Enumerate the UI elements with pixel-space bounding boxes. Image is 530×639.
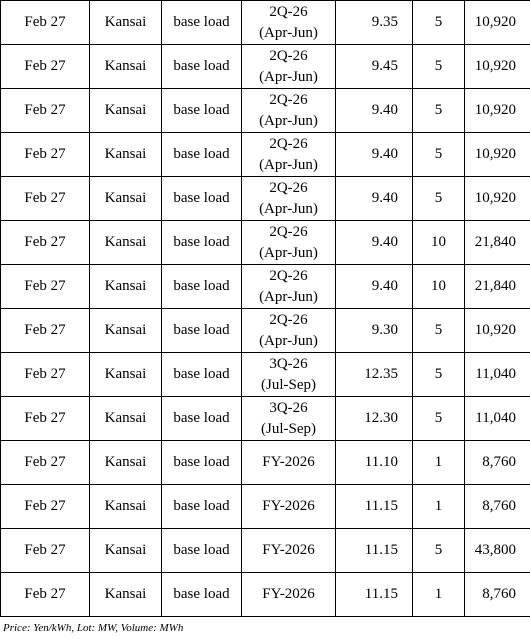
- date-cell: Feb 27: [1, 1, 90, 45]
- load-type-cell: base load: [162, 221, 242, 265]
- price-cell: 11.10: [336, 441, 413, 485]
- date-cell: Feb 27: [1, 89, 90, 133]
- load-type-cell: base load: [162, 485, 242, 529]
- load-type-cell: base load: [162, 353, 242, 397]
- lot-cell: 5: [413, 397, 465, 441]
- delivery-period-cell: FY-2026: [242, 573, 336, 617]
- lot-cell: 5: [413, 1, 465, 45]
- volume-cell: 10,920: [465, 309, 530, 353]
- date-cell: Feb 27: [1, 45, 90, 89]
- load-type-cell: base load: [162, 89, 242, 133]
- area-cell: Kansai: [90, 221, 162, 265]
- price-cell: 9.40: [336, 177, 413, 221]
- area-cell: Kansai: [90, 441, 162, 485]
- volume-cell: 21,840: [465, 221, 530, 265]
- delivery-period-cell: 2Q-26 (Apr-Jun): [242, 265, 336, 309]
- price-cell: 12.35: [336, 353, 413, 397]
- table-row: [1, 485, 530, 529]
- area-cell: Kansai: [90, 529, 162, 573]
- area-cell: Kansai: [90, 89, 162, 133]
- lot-cell: 1: [413, 485, 465, 529]
- lot-cell: 5: [413, 45, 465, 89]
- lot-cell: 5: [413, 309, 465, 353]
- price-cell: 9.40: [336, 221, 413, 265]
- volume-cell: 10,920: [465, 45, 530, 89]
- units-footnote: Price: Yen/kWh, Lot: MW, Volume: MWh: [3, 622, 184, 634]
- area-cell: Kansai: [90, 177, 162, 221]
- delivery-period-cell: FY-2026: [242, 529, 336, 573]
- delivery-period-cell: 3Q-26 (Jul-Sep): [242, 397, 336, 441]
- load-type-cell: base load: [162, 309, 242, 353]
- volume-cell: 10,920: [465, 133, 530, 177]
- volume-cell: 8,760: [465, 573, 530, 617]
- lot-cell: 5: [413, 529, 465, 573]
- date-cell: Feb 27: [1, 309, 90, 353]
- lot-cell: 10: [413, 221, 465, 265]
- volume-cell: 10,920: [465, 89, 530, 133]
- delivery-period-cell: 2Q-26 (Apr-Jun): [242, 89, 336, 133]
- lot-cell: 10: [413, 265, 465, 309]
- delivery-period-cell: 3Q-26 (Jul-Sep): [242, 353, 336, 397]
- volume-cell: 11,040: [465, 397, 530, 441]
- load-type-cell: base load: [162, 397, 242, 441]
- date-cell: Feb 27: [1, 177, 90, 221]
- load-type-cell: base load: [162, 1, 242, 45]
- date-cell: Feb 27: [1, 485, 90, 529]
- table-row: [1, 353, 530, 397]
- table-row: [1, 177, 530, 221]
- table-row: [1, 529, 530, 573]
- price-cell: 9.35: [336, 1, 413, 45]
- table-row: [1, 45, 530, 89]
- date-cell: Feb 27: [1, 265, 90, 309]
- price-cell: 12.30: [336, 397, 413, 441]
- table-row: [1, 89, 530, 133]
- delivery-period-cell: 2Q-26 (Apr-Jun): [242, 309, 336, 353]
- lot-cell: 1: [413, 441, 465, 485]
- table-row: [1, 221, 530, 265]
- area-cell: Kansai: [90, 1, 162, 45]
- date-cell: Feb 27: [1, 221, 90, 265]
- table-row: [1, 265, 530, 309]
- price-cell: 9.40: [336, 89, 413, 133]
- table-row: [1, 309, 530, 353]
- price-cell: 9.40: [336, 133, 413, 177]
- table-row: [1, 441, 530, 485]
- date-cell: Feb 27: [1, 573, 90, 617]
- delivery-period-cell: FY-2026: [242, 485, 336, 529]
- lot-cell: 5: [413, 133, 465, 177]
- load-type-cell: base load: [162, 573, 242, 617]
- area-cell: Kansai: [90, 397, 162, 441]
- delivery-period-cell: 2Q-26 (Apr-Jun): [242, 177, 336, 221]
- volume-cell: 43,800: [465, 529, 530, 573]
- load-type-cell: base load: [162, 45, 242, 89]
- date-cell: Feb 27: [1, 441, 90, 485]
- area-cell: Kansai: [90, 485, 162, 529]
- area-cell: Kansai: [90, 265, 162, 309]
- table-row: [1, 573, 530, 617]
- price-cell: 11.15: [336, 485, 413, 529]
- price-cell: 9.30: [336, 309, 413, 353]
- table-row: [1, 1, 530, 45]
- table-row: [1, 133, 530, 177]
- price-cell: 11.15: [336, 529, 413, 573]
- volume-cell: 10,920: [465, 1, 530, 45]
- table-row: [1, 397, 530, 441]
- volume-cell: 10,920: [465, 177, 530, 221]
- lot-cell: 5: [413, 89, 465, 133]
- date-cell: Feb 27: [1, 353, 90, 397]
- lot-cell: 5: [413, 177, 465, 221]
- price-cell: 11.15: [336, 573, 413, 617]
- area-cell: Kansai: [90, 45, 162, 89]
- delivery-period-cell: 2Q-26 (Apr-Jun): [242, 221, 336, 265]
- area-cell: Kansai: [90, 573, 162, 617]
- load-type-cell: base load: [162, 441, 242, 485]
- load-type-cell: base load: [162, 133, 242, 177]
- price-cell: 9.40: [336, 265, 413, 309]
- volume-cell: 21,840: [465, 265, 530, 309]
- volume-cell: 8,760: [465, 485, 530, 529]
- area-cell: Kansai: [90, 309, 162, 353]
- load-type-cell: base load: [162, 177, 242, 221]
- load-type-cell: base load: [162, 529, 242, 573]
- lot-cell: 5: [413, 353, 465, 397]
- price-cell: 9.45: [336, 45, 413, 89]
- load-type-cell: base load: [162, 265, 242, 309]
- delivery-period-cell: 2Q-26 (Apr-Jun): [242, 1, 336, 45]
- date-cell: Feb 27: [1, 133, 90, 177]
- volume-cell: 8,760: [465, 441, 530, 485]
- delivery-period-cell: FY-2026: [242, 441, 336, 485]
- delivery-period-cell: 2Q-26 (Apr-Jun): [242, 45, 336, 89]
- area-cell: Kansai: [90, 353, 162, 397]
- date-cell: Feb 27: [1, 397, 90, 441]
- area-cell: Kansai: [90, 133, 162, 177]
- date-cell: Feb 27: [1, 529, 90, 573]
- delivery-period-cell: 2Q-26 (Apr-Jun): [242, 133, 336, 177]
- volume-cell: 11,040: [465, 353, 530, 397]
- lot-cell: 1: [413, 573, 465, 617]
